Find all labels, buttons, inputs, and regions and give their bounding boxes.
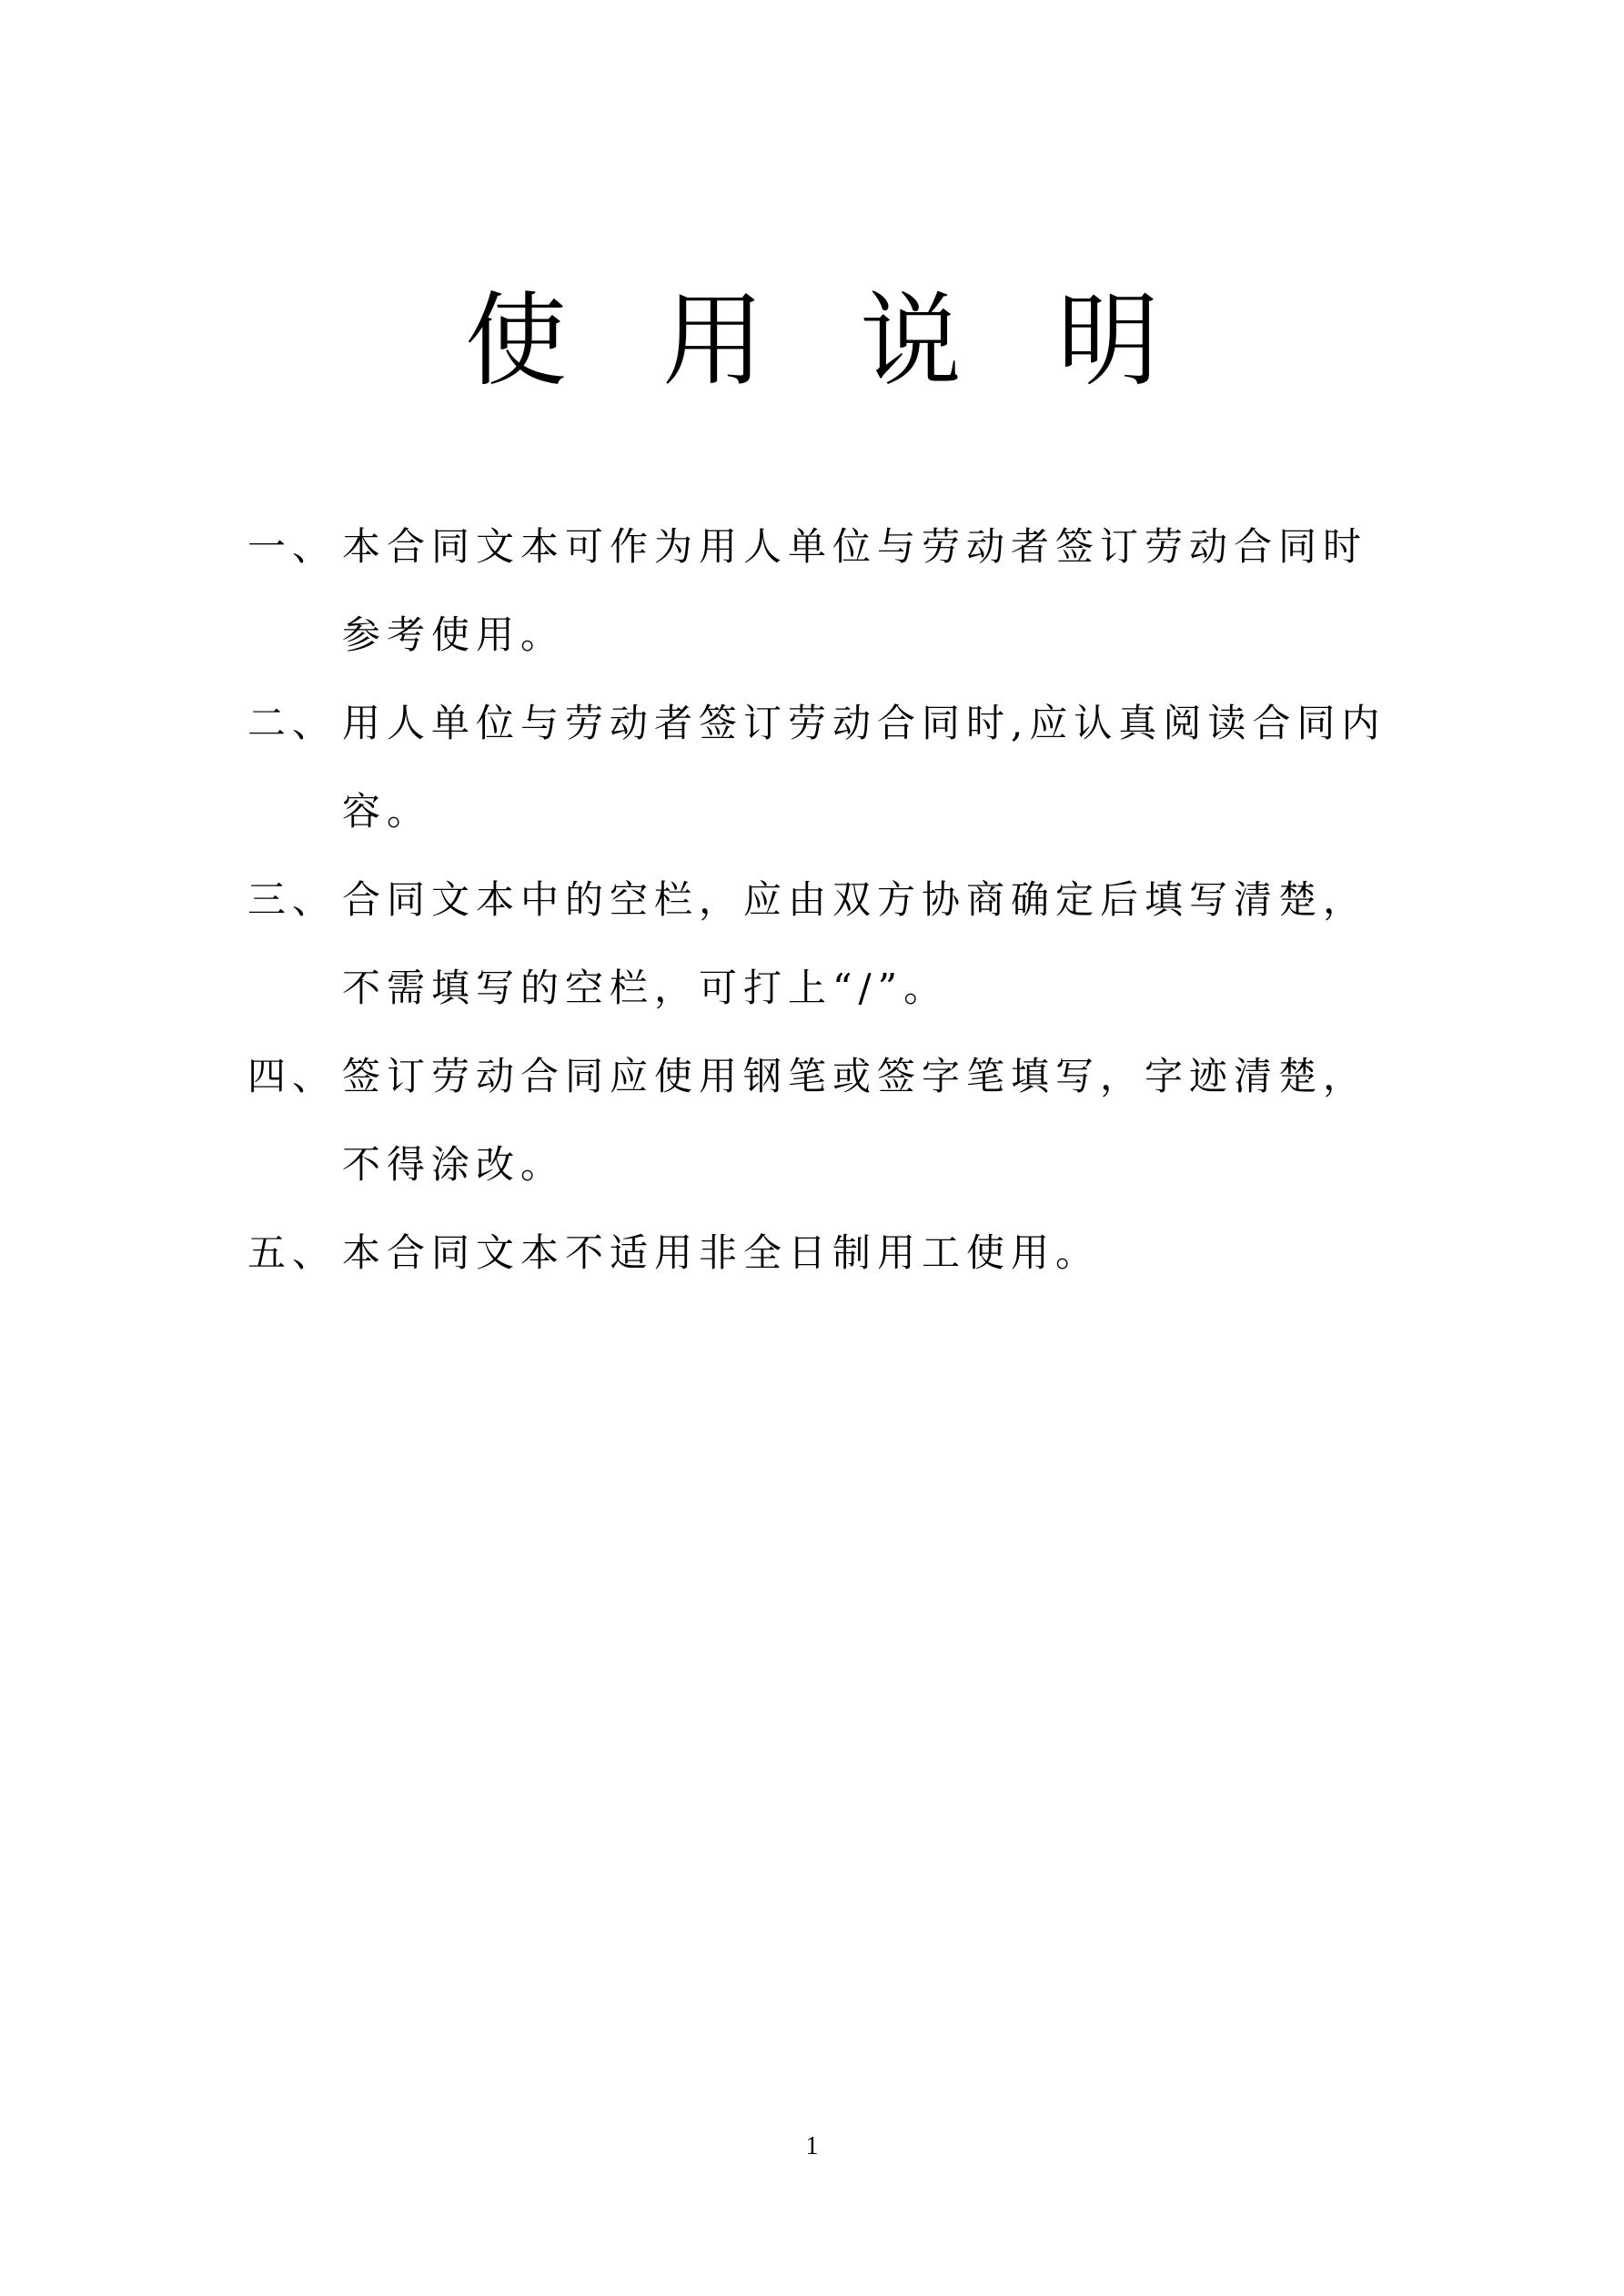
page-title: 使用说明 (465, 282, 1255, 400)
item-number: 四、 (247, 1054, 338, 1098)
page-number: 1 (805, 2132, 819, 2160)
list-item (247, 502, 1394, 679)
list-item (247, 1209, 1394, 1297)
item-text: 签订劳动合同应使用钢笔或签字笔填写，字迹清楚，不得涂改。 (342, 1054, 1368, 1187)
list-item (247, 1032, 1394, 1209)
instruction-list (247, 502, 1394, 1297)
list-item (247, 679, 1394, 855)
item-number: 二、 (247, 701, 338, 745)
item-text: 本合同文本不适用非全日制用工使用。 (342, 1230, 1101, 1275)
item-number: 一、 (247, 524, 338, 569)
item-text: 用人单位与劳动者签订劳动合同时,应认真阅读合同内容。 (342, 701, 1387, 834)
item-number: 三、 (247, 877, 338, 922)
list-item (247, 855, 1394, 1032)
item-text: 本合同文本可作为用人单位与劳动者签订劳动合同时参考使用。 (342, 524, 1368, 657)
item-number: 五、 (247, 1230, 338, 1275)
item-text: 合同文本中的空栏，应由双方协商确定后填写清楚，不需填写的空栏，可打上“/”。 (342, 877, 1368, 1010)
